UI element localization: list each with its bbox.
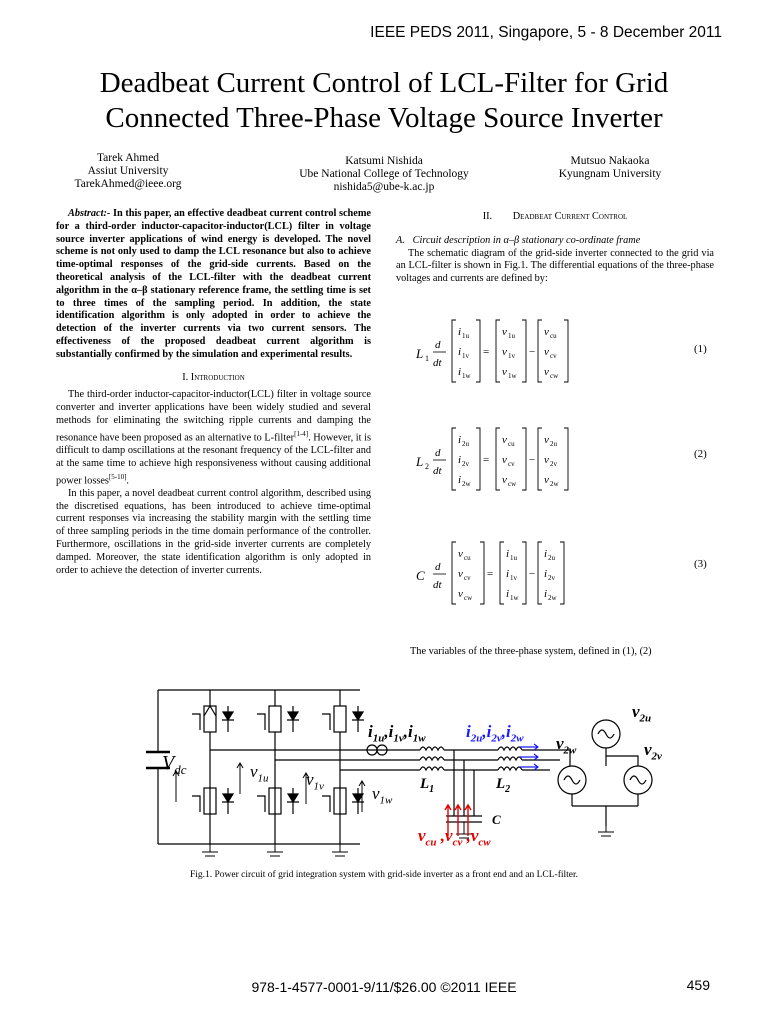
svg-text:cv: cv (550, 352, 557, 360)
label-i1: $i_{1u},i_{1v},i_{1w}$ (368, 722, 426, 745)
title-line-1: Deadbeat Current Control of LCL-Filter for Grid (99, 67, 669, 99)
svg-text:−: − (529, 454, 536, 466)
svg-text:i: i (506, 548, 510, 560)
inverter-leg-u (192, 690, 234, 844)
svg-text:2v: 2v (462, 460, 469, 468)
svg-text:v: v (502, 474, 507, 486)
abstract-label: Abstract:- (68, 208, 111, 219)
svg-text:1w: 1w (508, 372, 517, 380)
intro-paragraph-1: The third-order inductor-capacitor-inductor(LCL) filter in voltage source converter and inverter applications have been widely studied and several methods for eliminating the switching ripple currents and damping the resonance have been proposed as an alternative to L-filter[1-4]. However, it is difficult to damp oscillations at the resonant frequency of the LCL-filter and at the same time to achieve high responsiveness without causing additional power losses[5-10]. (56, 389, 371, 486)
svg-text:1u: 1u (462, 332, 469, 340)
svg-text:v: v (458, 548, 463, 560)
svg-text:2: 2 (425, 462, 429, 471)
svg-text:=: = (483, 346, 490, 358)
svg-text:=: = (487, 568, 494, 580)
page-number: 459 (686, 977, 710, 993)
abstract-text: In this paper, an effective deadbeat current control scheme for a third-order inductor-capacitor-inductor(LCL) filter in voltage source inverter applications of wind energy is developed. The novel scheme is not only used to damp the LCL resonance but also to achieve time-optimal responses of the grid-side currents. Based on the theoretical analysis of the LCL-filter with the deadbeat current algorithm in the α–β stationary reference frame, the settling time is set to three times of the sampling period. In addition, the state identification algorithm is only adopted in order to achieve the detection of the inverter currents via two current sensors. The effectiveness of the proposed deadbeat current algorithm is substantially confirmed by the simulation and experimental results. (56, 208, 371, 360)
svg-text:L: L (416, 346, 424, 361)
svg-text:1u: 1u (508, 332, 515, 340)
svg-text:v: v (544, 434, 549, 446)
author-1-email: TarekAhmed@ieee.org (74, 178, 182, 190)
current-arrows-blue (520, 744, 538, 770)
svg-text:cu: cu (464, 554, 471, 562)
label-v1u: $v_{1u}$ (250, 762, 269, 785)
author-3-name: Mutsuo Nakaoka (570, 155, 650, 167)
equation-2 (415, 428, 568, 490)
author-3-affiliation: Kyungnam University (558, 168, 662, 180)
svg-text:dt: dt (433, 357, 442, 369)
svg-text:v: v (544, 346, 549, 358)
svg-text:v: v (502, 346, 507, 358)
equation-number-3: (3) (694, 558, 707, 570)
svg-text:d: d (435, 447, 441, 459)
svg-text:2w: 2w (548, 594, 557, 602)
author-2-affiliation: Ube National College of Technology (299, 168, 469, 180)
label-vdc: $V_{dc}$ (162, 752, 187, 777)
author-1-affiliation: Assiut University (87, 165, 169, 177)
svg-text:2u: 2u (548, 554, 555, 562)
svg-text:i: i (458, 434, 462, 446)
paper-title (20, 66, 748, 136)
label-v2u: $v_{2u}$ (632, 702, 652, 725)
section-1-heading: I. Introduction (182, 371, 245, 383)
label-i2: $i_{2u},i_{2v},i_{2w}$ (466, 722, 524, 745)
svg-text:i: i (458, 366, 462, 378)
label-vc: $v_{cu}$ $,v_{cv}$ $,v_{cw}$ (418, 826, 491, 849)
svg-text:cv: cv (508, 460, 515, 468)
svg-text:d: d (435, 561, 441, 573)
svg-text:v: v (458, 568, 463, 580)
svg-text:i: i (458, 326, 462, 338)
svg-text:1v: 1v (462, 352, 469, 360)
svg-text:dt: dt (433, 579, 442, 591)
author-2-name: Katsumi Nishida (345, 155, 423, 167)
intro-paragraph-2: In this paper, a novel deadbeat current control algorithm, described using the discretised equations, has been introduced to achieve time-optimal current responses via increasing the stability margin with the settling time of three sampling periods in the time domain performance of the controller. Furthermore, oscillations in the grid-side inverter currents are completely damped. Moreover, the state identification algorithm is only adopted in order to achieve the detection of inverter currents. (56, 487, 371, 576)
equation-1 (415, 320, 568, 382)
circuit-paragraph: The schematic diagram of the grid-side inverter connected to the grid via an LCL-filter is shown in Fig.1. The differential equations of the three-phase voltages and currents are defined by: (396, 247, 714, 285)
svg-text:−: − (529, 346, 536, 358)
svg-text:v: v (544, 326, 549, 338)
svg-text:L: L (416, 454, 424, 469)
equation-number-2: (2) (694, 448, 707, 460)
right-column (396, 211, 714, 286)
circuit-diagram (110, 676, 710, 862)
label-v1v: $v_{1v}$ (306, 770, 324, 793)
svg-text:i: i (458, 474, 462, 486)
svg-text:v: v (502, 434, 507, 446)
svg-text:1u: 1u (510, 554, 517, 562)
svg-text:v: v (544, 366, 549, 378)
svg-text:=: = (483, 454, 490, 466)
left-column (56, 208, 371, 577)
svg-text:dt: dt (433, 465, 442, 477)
title-line-2: Connected Three-Phase Voltage Source Inverter (105, 102, 663, 134)
svg-text:cw: cw (550, 372, 559, 380)
svg-text:1v: 1v (508, 352, 515, 360)
equations-graphic (396, 310, 726, 640)
conference-header: IEEE PEDS 2011, Singapore, 5 - 8 December 2011 (370, 24, 722, 41)
svg-text:2w: 2w (462, 480, 471, 488)
svg-text:i: i (458, 454, 462, 466)
svg-text:2u: 2u (550, 440, 557, 448)
label-L2: $L_2$ (496, 776, 511, 795)
section-2-heading: II. Deadbeat Current Control (482, 211, 628, 222)
svg-text:cv: cv (464, 574, 471, 582)
svg-text:v: v (502, 326, 507, 338)
svg-text:1w: 1w (510, 594, 519, 602)
svg-text:v: v (544, 474, 549, 486)
svg-text:v: v (458, 588, 463, 600)
svg-text:v: v (544, 454, 549, 466)
svg-text:1v: 1v (510, 574, 517, 582)
svg-text:v: v (502, 366, 507, 378)
svg-text:i: i (506, 568, 510, 580)
svg-text:cu: cu (550, 332, 557, 340)
equation-3 (416, 542, 564, 604)
label-v2v: $v_{2v}$ (644, 740, 662, 763)
svg-text:d: d (435, 339, 441, 351)
svg-text:2w: 2w (550, 480, 559, 488)
subsection-a-heading: A. Circuit description in α–β stationary co-ordinate frame (396, 234, 641, 246)
author-2-email: nishida5@ube-k.ac.jp (333, 181, 435, 193)
svg-text:cw: cw (464, 594, 473, 602)
label-v1w: $v_{1w}$ (372, 784, 393, 807)
svg-text:i: i (544, 568, 548, 580)
svg-text:−: − (529, 568, 536, 580)
equation-number-1: (1) (694, 343, 707, 355)
svg-text:i: i (506, 588, 510, 600)
label-C: C (492, 812, 501, 827)
label-L1: $L_1$ (420, 776, 435, 795)
svg-text:cu: cu (508, 440, 515, 448)
figure-caption: Fig.1. Power circuit of grid integration system with grid-side inverter as a front end and an LCL-filter. (189, 870, 579, 880)
inverter-leg-w (322, 690, 364, 844)
after-equations-text: The variables of the three-phase system, defined in (1), (2) (410, 646, 652, 657)
author-2 (264, 155, 504, 194)
author-1-name: Tarek Ahmed (96, 152, 160, 164)
svg-text:2u: 2u (462, 440, 469, 448)
svg-text:1: 1 (425, 354, 429, 363)
svg-text:2v: 2v (550, 460, 557, 468)
author-3 (520, 155, 700, 181)
abstract (56, 208, 371, 362)
author-1 (38, 152, 218, 191)
label-v2w: $v_{2w}$ (556, 734, 577, 757)
svg-text:C: C (416, 568, 425, 583)
svg-text:2v: 2v (548, 574, 555, 582)
svg-text:v: v (502, 454, 507, 466)
svg-text:1w: 1w (462, 372, 471, 380)
svg-text:cw: cw (508, 480, 517, 488)
svg-text:i: i (458, 346, 462, 358)
svg-text:i: i (544, 548, 548, 560)
svg-text:i: i (544, 588, 548, 600)
footer-isbn: 978-1-4577-0001-9/11/$26.00 ©2011 IEEE (251, 979, 517, 995)
